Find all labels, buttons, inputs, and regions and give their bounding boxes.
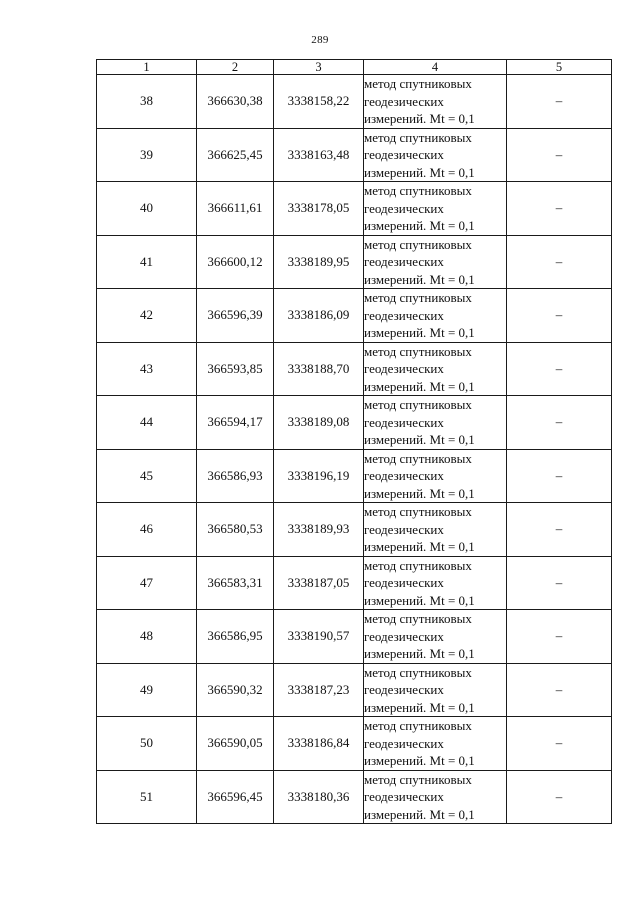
- header-cell-2: 2: [197, 60, 274, 75]
- method-line: геодезических: [364, 468, 444, 483]
- method-line: метод спутниковых: [364, 76, 472, 91]
- method-line: метод спутниковых: [364, 397, 472, 412]
- point-number-cell: 45: [97, 449, 197, 503]
- note-cell: –: [507, 663, 612, 717]
- note-cell: –: [507, 235, 612, 289]
- table-row: [97, 556, 612, 610]
- method-line: измерений. Mt = 0,1: [364, 592, 475, 608]
- page-number: 289: [311, 34, 329, 46]
- y-coordinate-cell: 3338189,93: [274, 503, 364, 557]
- note-cell: –: [507, 396, 612, 450]
- table-row: [97, 396, 612, 450]
- x-coordinate-cell: 366596,39: [197, 289, 274, 343]
- y-coordinate-cell: 3338186,84: [274, 717, 364, 771]
- method-line: метод спутниковых: [364, 343, 472, 359]
- method-line: измерений. Mt = 0,1: [364, 164, 475, 180]
- method-line: геодезических: [364, 628, 444, 644]
- x-coordinate-cell: 366611,61: [197, 182, 274, 236]
- x-coordinate-cell: 366625,45: [197, 128, 274, 182]
- method-cell: [364, 503, 507, 557]
- table-row: [97, 128, 612, 182]
- method-cell: [364, 342, 507, 396]
- method-line: измерений. Mt = 0,1: [364, 753, 475, 768]
- method-line: измерений. Mt = 0,1: [364, 485, 475, 501]
- method-line: геодезических: [364, 361, 444, 376]
- method-line: геодезических: [364, 735, 444, 751]
- method-cell: [364, 128, 507, 182]
- method-line: геодезических: [364, 414, 444, 430]
- note-cell: –: [507, 717, 612, 771]
- y-coordinate-cell: 3338196,19: [274, 449, 364, 503]
- table-row: [97, 75, 612, 129]
- method-line: метод спутниковых: [364, 771, 472, 787]
- method-line: измерений. Mt = 0,1: [364, 539, 475, 554]
- method-line: метод спутниковых: [364, 664, 472, 680]
- method-cell: [364, 556, 507, 610]
- point-number-cell: 47: [97, 556, 197, 610]
- method-cell: [364, 396, 507, 450]
- method-line: геодезических: [364, 789, 444, 804]
- table-header: [97, 60, 612, 75]
- method-cell: [364, 235, 507, 289]
- header-cell-1: 1: [97, 60, 197, 75]
- method-line: метод спутниковых: [364, 290, 472, 305]
- method-line: измерений. Mt = 0,1: [364, 378, 475, 394]
- y-coordinate-cell: 3338187,05: [274, 556, 364, 610]
- coordinates-table: [96, 59, 612, 824]
- method-line: измерений. Mt = 0,1: [364, 271, 475, 287]
- y-coordinate-cell: 3338189,95: [274, 235, 364, 289]
- table-row: [97, 182, 612, 236]
- table-row: [97, 610, 612, 664]
- table-row: [97, 342, 612, 396]
- note-cell: –: [507, 610, 612, 664]
- method-cell: [364, 770, 507, 824]
- note-cell: –: [507, 289, 612, 343]
- method-line: метод спутниковых: [364, 236, 472, 252]
- table-row: [97, 235, 612, 289]
- y-coordinate-cell: 3338188,70: [274, 342, 364, 396]
- x-coordinate-cell: 366583,31: [197, 556, 274, 610]
- y-coordinate-cell: 3338178,05: [274, 182, 364, 236]
- y-coordinate-cell: 3338158,22: [274, 75, 364, 129]
- point-number-cell: 43: [97, 342, 197, 396]
- method-line: измерений. Mt = 0,1: [364, 646, 475, 661]
- method-line: геодезических: [364, 254, 444, 269]
- y-coordinate-cell: 3338190,57: [274, 610, 364, 664]
- method-cell: [364, 610, 507, 664]
- point-number-cell: 44: [97, 396, 197, 450]
- method-line: измерений. Mt = 0,1: [364, 699, 475, 715]
- method-line: измерений. Mt = 0,1: [364, 218, 475, 233]
- table-row: [97, 289, 612, 343]
- x-coordinate-cell: 366580,53: [197, 503, 274, 557]
- method-line: геодезических: [364, 147, 444, 162]
- y-coordinate-cell: 3338163,48: [274, 128, 364, 182]
- point-number-cell: 48: [97, 610, 197, 664]
- method-line: метод спутниковых: [364, 450, 472, 466]
- x-coordinate-cell: 366596,45: [197, 770, 274, 824]
- table-row: [97, 663, 612, 717]
- x-coordinate-cell: 366586,93: [197, 449, 274, 503]
- method-cell: [364, 663, 507, 717]
- method-line: метод спутниковых: [364, 129, 472, 145]
- point-number-cell: 50: [97, 717, 197, 771]
- method-line: измерений. Mt = 0,1: [364, 325, 475, 340]
- method-line: измерений. Mt = 0,1: [364, 111, 475, 126]
- note-cell: –: [507, 75, 612, 129]
- header-cell-5: 5: [507, 60, 612, 75]
- method-line: метод спутниковых: [364, 718, 472, 733]
- y-coordinate-cell: 3338187,23: [274, 663, 364, 717]
- method-line: геодезических: [364, 575, 444, 590]
- method-cell: [364, 182, 507, 236]
- header-cell-3: 3: [274, 60, 364, 75]
- point-number-cell: 38: [97, 75, 197, 129]
- table-row: [97, 717, 612, 771]
- note-cell: –: [507, 128, 612, 182]
- header-cell-4: 4: [364, 60, 507, 75]
- point-number-cell: 46: [97, 503, 197, 557]
- x-coordinate-cell: 366590,05: [197, 717, 274, 771]
- y-coordinate-cell: 3338180,36: [274, 770, 364, 824]
- y-coordinate-cell: 3338189,08: [274, 396, 364, 450]
- note-cell: –: [507, 770, 612, 824]
- point-number-cell: 51: [97, 770, 197, 824]
- method-line: метод спутниковых: [364, 183, 472, 198]
- method-cell: [364, 717, 507, 771]
- point-number-cell: 39: [97, 128, 197, 182]
- table-row: [97, 449, 612, 503]
- method-line: метод спутниковых: [364, 611, 472, 626]
- point-number-cell: 40: [97, 182, 197, 236]
- method-line: геодезических: [364, 521, 444, 537]
- x-coordinate-cell: 366590,32: [197, 663, 274, 717]
- method-line: измерений. Mt = 0,1: [364, 806, 475, 822]
- method-line: геодезических: [364, 682, 444, 697]
- method-line: геодезических: [364, 200, 444, 216]
- note-cell: –: [507, 556, 612, 610]
- note-cell: –: [507, 342, 612, 396]
- table-row: [97, 503, 612, 557]
- y-coordinate-cell: 3338186,09: [274, 289, 364, 343]
- method-line: метод спутниковых: [364, 557, 472, 573]
- method-line: метод спутниковых: [364, 504, 472, 519]
- table-body: [97, 75, 612, 824]
- x-coordinate-cell: 366586,95: [197, 610, 274, 664]
- table-row: [97, 770, 612, 824]
- x-coordinate-cell: 366594,17: [197, 396, 274, 450]
- x-coordinate-cell: 366630,38: [197, 75, 274, 129]
- note-cell: –: [507, 449, 612, 503]
- x-coordinate-cell: 366600,12: [197, 235, 274, 289]
- method-cell: [364, 289, 507, 343]
- method-line: геодезических: [364, 93, 444, 109]
- point-number-cell: 49: [97, 663, 197, 717]
- method-line: геодезических: [364, 307, 444, 323]
- method-cell: [364, 449, 507, 503]
- method-line: измерений. Mt = 0,1: [364, 432, 475, 447]
- point-number-cell: 41: [97, 235, 197, 289]
- header-row: [97, 60, 612, 75]
- method-cell: [364, 75, 507, 129]
- note-cell: –: [507, 182, 612, 236]
- x-coordinate-cell: 366593,85: [197, 342, 274, 396]
- point-number-cell: 42: [97, 289, 197, 343]
- note-cell: –: [507, 503, 612, 557]
